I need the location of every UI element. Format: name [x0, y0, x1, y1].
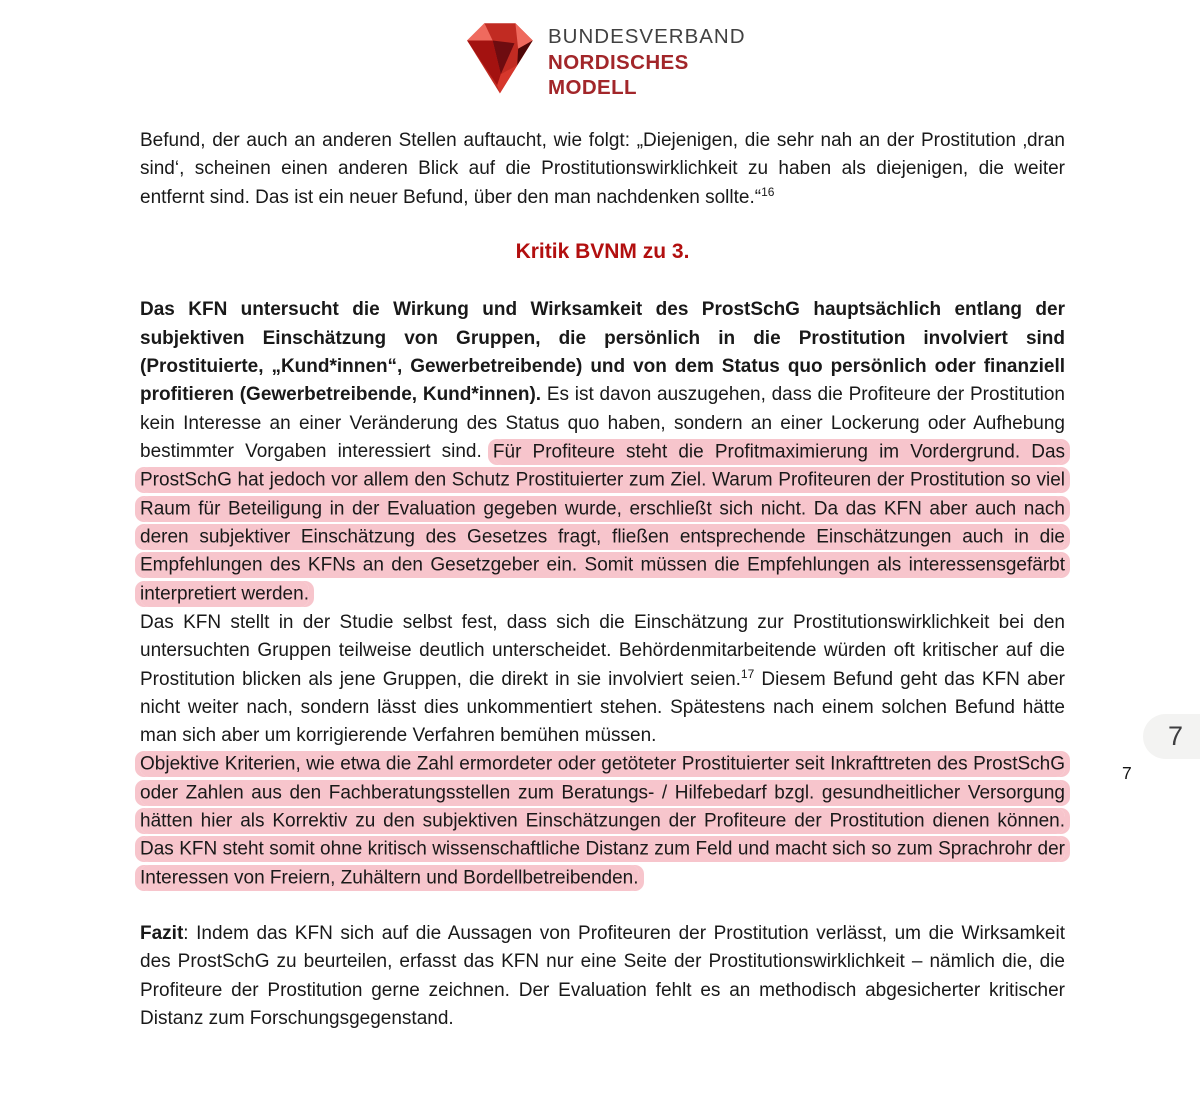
- fazit-label: Fazit: [140, 922, 184, 944]
- footnote-ref-16: 16: [761, 184, 775, 199]
- paragraph-fazit: [140, 920, 1065, 1034]
- logo-line-bundesverband: BUNDESVERBAND: [548, 25, 746, 48]
- bold-lead-text: Das KFN untersucht die Wirkung und Wirksamkeit des ProstSchG hauptsächlich entlang der subjektiven Einschätzung von Gruppen, die persönlich in die Prostitution involviert sind (Prostituierte, „Kund*innen“, Gewerbetreibende) und von dem Status quo persönlich oder finanziell profitieren (Gewerbetreibende, Kund*innen).: [140, 299, 1065, 406]
- logo-line-nordisches: NORDISCHES: [548, 50, 689, 74]
- fazit-text: : Indem das KFN sich auf die Aussagen von Profiteuren der Prostitution verlässt, um die Wirksamkeit des ProstSchG zu beurteilen, erfasst das KFN nur eine Seite der Prostitutionswirklichkeit – nämlich die, die Profiteure der Prostitution gerne zeichnen. Der Evaluation fehlt es an methodisch abgesicherter kritischer Distanz zum Forschungsgegenstand.: [140, 922, 1065, 1029]
- regular-text: Es ist davon auszugehen, dass die Profiteure der Prostitution kein Interesse an einer Veränderung des Status quo haben, sondern an einer Lockerung oder Aufhebung bestimmter Vorgaben interessiert sind.: [140, 384, 1066, 463]
- bvnm-logo: [458, 10, 746, 102]
- paragraph-intro: [140, 127, 1065, 212]
- studie-text-part2: Diesem Befund geht das KFN aber nicht weiter nach, sondern lässt dies unkommentiert stehen. Spätestens nach einem solchen Befund hätte man sich aber um korrigierende Verfahren bemühen müssen.: [140, 668, 1065, 747]
- intro-text: Befund, der auch an anderen Stellen auftaucht, wie folgt: „Diejenigen, die sehr nah an der Prostitution ‚dran sind‘, scheinen einen anderen Blick auf die Prostitutionswirklichkeit zu haben als diejenigen, die weiter entfernt sind. Das ist ein neuer Befund, über den man nachdenken sollte.“: [140, 130, 1065, 208]
- page-number-overlay[interactable]: [1143, 714, 1200, 759]
- logo-line-modell: MODELL: [548, 76, 637, 99]
- paragraph-kfn-studie: [140, 609, 1065, 751]
- footnote-ref-17: 17: [740, 666, 755, 681]
- highlighted-passage-objektive-kriterien: Objektive Kriterien, wie etwa die Zahl ermordeter oder getöteter Prostituierter seit Inkrafttreten des ProstSchG oder Zahlen aus den Fachberatungsstellen zum Beratungs- / Hilfebedarf bzgl. gesundheitlicher Versorgung hätten hier als Korrektiv zu den subjektiven Einschätzungen der Profiteure der Prostitution dienen können. Das KFN steht somit ohne kritisch wissenschaftliche Distanz zum Feld und macht sich so zum Sprachrohr der Interessen von Freiern, Zuhältern und Bordellbetreibenden.: [140, 751, 1065, 891]
- paragraph-kfn-untersucht: [140, 296, 1065, 608]
- paragraph-objektive-kriterien: [140, 751, 1065, 893]
- section-heading: Kritik BVNM zu 3.: [515, 240, 690, 264]
- document-body: [140, 127, 1065, 1033]
- printed-page-number: 7: [1122, 763, 1132, 783]
- studie-text-part1: Das KFN stellt in der Studie selbst fest, dass sich die Einschätzung zur Prostitutionswirklichkeit bei den untersuchten Gruppen teilweise deutlich unterscheidet. Behördenmitarbeitende würden oft kritischer auf die Prostitution blicken als jene Gruppen, die direkt in sie involviert seien.: [140, 611, 1065, 690]
- red-gem-icon: [458, 10, 540, 102]
- highlighted-passage-profiteure: Für Profiteure steht die Profitmaximierung im Vordergrund. Das ProstSchG hat jedoch vor allem den Schutz Prostituierter zum Ziel. Warum Profiteuren der Prostitution so viel Raum für Beteiligung in der Evaluation gegeben wurde, erschließt sich nicht. Da das KFN aber auch nach deren subjektiver Einschätzung des Gesetzes fragt, fließen entsprechende Einschätzungen auch in die Empfehlungen des KFNs an den Gesetzgeber ein. Somit müssen die Empfehlungen als interessensgefärbt interpretiert werden.: [140, 439, 1065, 607]
- page-number-overlay-value: 7: [1168, 721, 1184, 751]
- logo-wordmark: [548, 10, 746, 102]
